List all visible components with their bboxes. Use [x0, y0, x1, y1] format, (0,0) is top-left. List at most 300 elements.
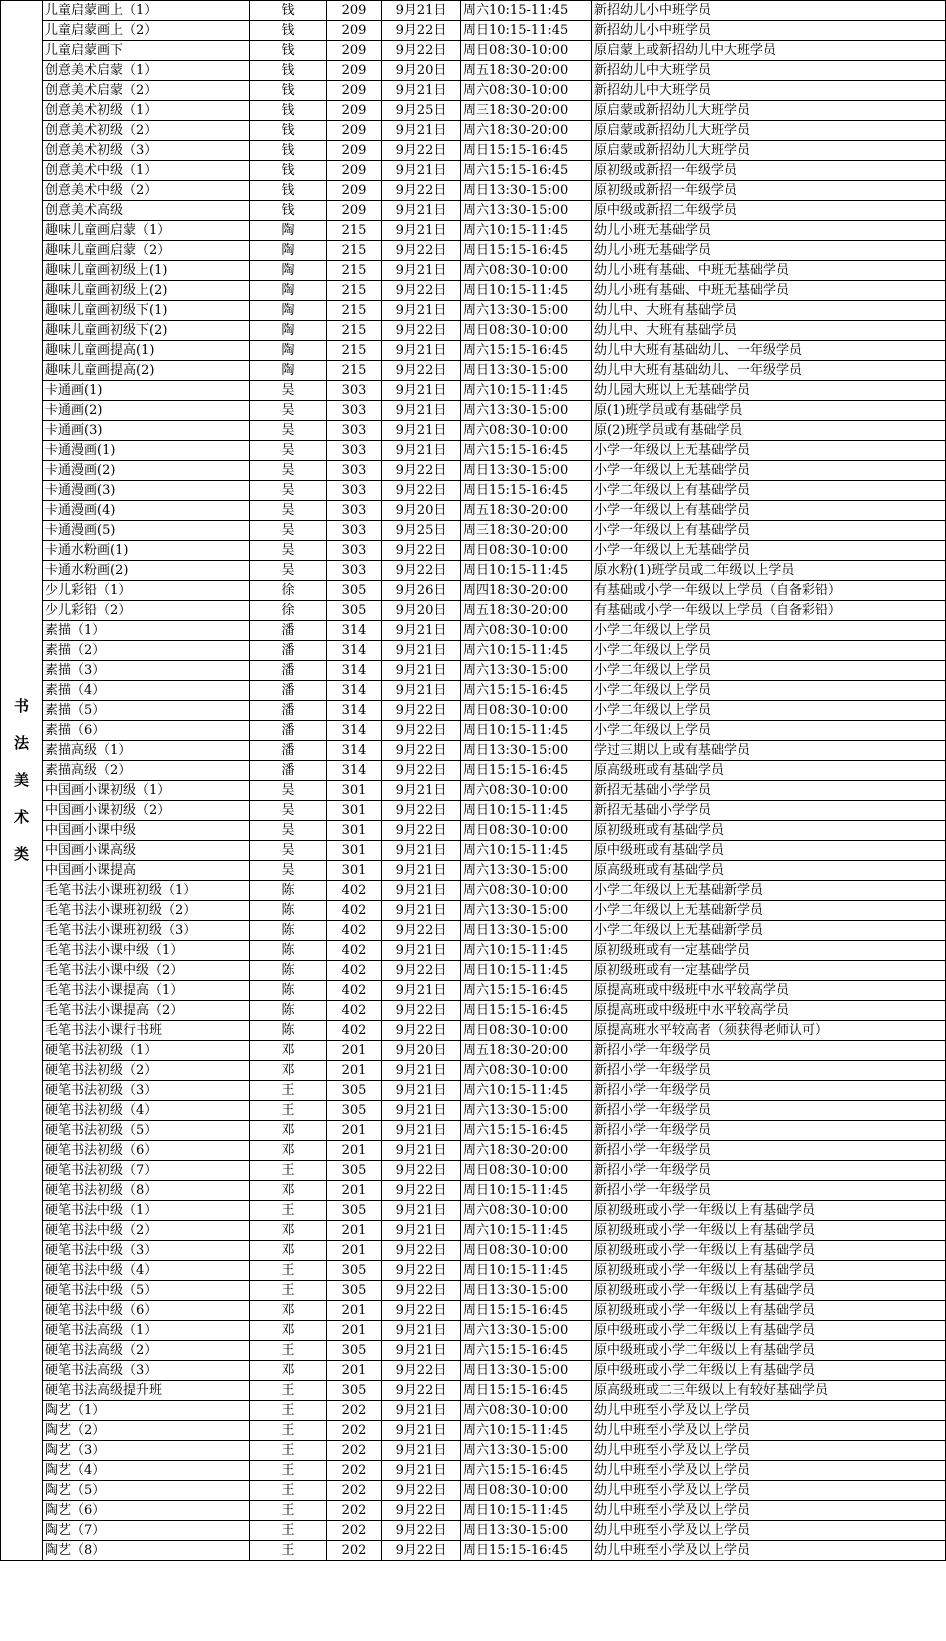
teacher-cell: 吴: [250, 841, 327, 861]
room-cell: 201: [327, 1361, 382, 1381]
table-row: [1, 1341, 946, 1361]
start-date-cell: 9月22日: [382, 1241, 461, 1261]
time-slot-cell: 周六15:15-16:45: [461, 1461, 592, 1481]
table-row: [1, 1321, 946, 1341]
teacher-cell: 邓: [250, 1141, 327, 1161]
start-date-cell: 9月25日: [382, 101, 461, 121]
teacher-cell: 邓: [250, 1321, 327, 1341]
room-cell: 209: [327, 101, 382, 121]
start-date-cell: 9月22日: [382, 561, 461, 581]
course-name-cell: 硬笔书法中级（3）: [43, 1241, 250, 1261]
table-row: [1, 601, 946, 621]
course-name-cell: 毛笔书法小课班初级（3）: [43, 921, 250, 941]
start-date-cell: 9月21日: [382, 261, 461, 281]
course-name-cell: 卡通漫画(4): [43, 501, 250, 521]
table-row: [1, 281, 946, 301]
enrollment-note-cell: 小学二年级以上学员: [592, 661, 946, 681]
teacher-cell: 吴: [250, 401, 327, 421]
room-cell: 301: [327, 841, 382, 861]
time-slot-cell: 周六13:30-15:00: [461, 301, 592, 321]
time-slot-cell: 周六15:15-16:45: [461, 1341, 592, 1361]
course-name-cell: 卡通漫画(2): [43, 461, 250, 481]
room-cell: 303: [327, 381, 382, 401]
start-date-cell: 9月21日: [382, 201, 461, 221]
teacher-cell: 陈: [250, 981, 327, 1001]
table-row: [1, 941, 946, 961]
teacher-cell: 潘: [250, 661, 327, 681]
time-slot-cell: 周五18:30-20:00: [461, 1041, 592, 1061]
enrollment-note-cell: 原初级班或有一定基础学员: [592, 941, 946, 961]
time-slot-cell: 周六10:15-11:45: [461, 381, 592, 401]
room-cell: 301: [327, 801, 382, 821]
time-slot-cell: 周六08:30-10:00: [461, 1061, 592, 1081]
table-row: [1, 161, 946, 181]
enrollment-note-cell: 幼儿中、大班有基础学员: [592, 301, 946, 321]
teacher-cell: 吴: [250, 821, 327, 841]
room-cell: 201: [327, 1321, 382, 1341]
table-row: [1, 41, 946, 61]
enrollment-note-cell: 幼儿中班至小学及以上学员: [592, 1421, 946, 1441]
time-slot-cell: 周六13:30-15:00: [461, 401, 592, 421]
table-row: [1, 421, 946, 441]
enrollment-note-cell: 幼儿中、大班有基础学员: [592, 321, 946, 341]
time-slot-cell: 周六15:15-16:45: [461, 681, 592, 701]
enrollment-note-cell: 小学二年级以上无基础新学员: [592, 921, 946, 941]
room-cell: 201: [327, 1041, 382, 1061]
start-date-cell: 9月22日: [382, 921, 461, 941]
start-date-cell: 9月22日: [382, 1521, 461, 1541]
start-date-cell: 9月21日: [382, 661, 461, 681]
time-slot-cell: 周三18:30-20:00: [461, 521, 592, 541]
room-cell: 402: [327, 961, 382, 981]
table-row: [1, 1041, 946, 1061]
course-name-cell: 中国画小课初级（1）: [43, 781, 250, 801]
table-row: [1, 321, 946, 341]
course-name-cell: 硬笔书法初级（3）: [43, 1081, 250, 1101]
teacher-cell: 潘: [250, 721, 327, 741]
teacher-cell: 陈: [250, 941, 327, 961]
enrollment-note-cell: 幼儿中班至小学及以上学员: [592, 1521, 946, 1541]
time-slot-cell: 周日13:30-15:00: [461, 1361, 592, 1381]
room-cell: 209: [327, 41, 382, 61]
start-date-cell: 9月21日: [382, 901, 461, 921]
start-date-cell: 9月22日: [382, 721, 461, 741]
time-slot-cell: 周日15:15-16:45: [461, 761, 592, 781]
time-slot-cell: 周六10:15-11:45: [461, 841, 592, 861]
table-row: [1, 741, 946, 761]
enrollment-note-cell: 原提高班水平较高者（须获得老师认可）: [592, 1021, 946, 1041]
table-row: [1, 361, 946, 381]
course-name-cell: 儿童启蒙画上（1）: [43, 1, 250, 21]
time-slot-cell: 周日08:30-10:00: [461, 1021, 592, 1041]
course-name-cell: 卡通漫画(1): [43, 441, 250, 461]
course-name-cell: 素描（3）: [43, 661, 250, 681]
enrollment-note-cell: 原初级或新招一年级学员: [592, 161, 946, 181]
course-name-cell: 创意美术启蒙（2）: [43, 81, 250, 101]
course-name-cell: 创意美术启蒙（1）: [43, 61, 250, 81]
time-slot-cell: 周六08:30-10:00: [461, 881, 592, 901]
teacher-cell: 王: [250, 1381, 327, 1401]
course-name-cell: 卡通水粉画(1): [43, 541, 250, 561]
room-cell: 305: [327, 1201, 382, 1221]
course-name-cell: 陶艺（2）: [43, 1421, 250, 1441]
start-date-cell: 9月21日: [382, 1061, 461, 1081]
start-date-cell: 9月22日: [382, 1501, 461, 1521]
teacher-cell: 陶: [250, 341, 327, 361]
teacher-cell: 钱: [250, 161, 327, 181]
table-row: [1, 141, 946, 161]
enrollment-note-cell: 小学一年级以上无基础学员: [592, 461, 946, 481]
course-name-cell: 少儿彩铅（1）: [43, 581, 250, 601]
start-date-cell: 9月21日: [382, 221, 461, 241]
time-slot-cell: 周六15:15-16:45: [461, 1121, 592, 1141]
time-slot-cell: 周日13:30-15:00: [461, 1281, 592, 1301]
room-cell: 305: [327, 1081, 382, 1101]
table-body: [1, 1, 946, 1561]
room-cell: 201: [327, 1181, 382, 1201]
teacher-cell: 吴: [250, 541, 327, 561]
table-row: [1, 1181, 946, 1201]
table-row: [1, 401, 946, 421]
room-cell: 215: [327, 221, 382, 241]
teacher-cell: 潘: [250, 641, 327, 661]
room-cell: 209: [327, 181, 382, 201]
time-slot-cell: 周五18:30-20:00: [461, 601, 592, 621]
table-row: [1, 121, 946, 141]
enrollment-note-cell: 原水粉(1)班学员或二年级以上学员: [592, 561, 946, 581]
table-row: [1, 681, 946, 701]
table-row: [1, 641, 946, 661]
table-row: [1, 1221, 946, 1241]
teacher-cell: 王: [250, 1341, 327, 1361]
teacher-cell: 吴: [250, 381, 327, 401]
teacher-cell: 陈: [250, 1001, 327, 1021]
course-name-cell: 毛笔书法小课中级（2）: [43, 961, 250, 981]
time-slot-cell: 周六13:30-15:00: [461, 901, 592, 921]
enrollment-note-cell: 新招小学一年级学员: [592, 1061, 946, 1081]
table-row: [1, 1061, 946, 1081]
time-slot-cell: 周六15:15-16:45: [461, 341, 592, 361]
table-row: [1, 261, 946, 281]
enrollment-note-cell: 原初级班或小学一年级以上有基础学员: [592, 1281, 946, 1301]
room-cell: 305: [327, 1161, 382, 1181]
enrollment-note-cell: 原初级或新招一年级学员: [592, 181, 946, 201]
course-name-cell: 硬笔书法初级（2）: [43, 1061, 250, 1081]
enrollment-note-cell: 小学一年级以上有基础学员: [592, 521, 946, 541]
table-row: [1, 1241, 946, 1261]
start-date-cell: 9月21日: [382, 861, 461, 881]
time-slot-cell: 周日08:30-10:00: [461, 541, 592, 561]
start-date-cell: 9月21日: [382, 981, 461, 1001]
course-name-cell: 硬笔书法中级（6）: [43, 1301, 250, 1321]
enrollment-note-cell: 幼儿中班至小学及以上学员: [592, 1481, 946, 1501]
course-name-cell: 创意美术初级（2）: [43, 121, 250, 141]
course-name-cell: 毛笔书法小课中级（1）: [43, 941, 250, 961]
enrollment-note-cell: 原(1)班学员或有基础学员: [592, 401, 946, 421]
table-row: [1, 461, 946, 481]
course-name-cell: 毛笔书法小课班初级（1）: [43, 881, 250, 901]
room-cell: 215: [327, 261, 382, 281]
enrollment-note-cell: 小学一年级以上无基础学员: [592, 541, 946, 561]
category-label: [1, 1, 43, 1561]
start-date-cell: 9月21日: [382, 641, 461, 661]
teacher-cell: 王: [250, 1441, 327, 1461]
enrollment-note-cell: 新招小学一年级学员: [592, 1121, 946, 1141]
teacher-cell: 潘: [250, 761, 327, 781]
enrollment-note-cell: 小学二年级以上无基础新学员: [592, 881, 946, 901]
teacher-cell: 徐: [250, 601, 327, 621]
start-date-cell: 9月22日: [382, 1161, 461, 1181]
teacher-cell: 吴: [250, 461, 327, 481]
course-name-cell: 趣味儿童画初级下(1): [43, 301, 250, 321]
time-slot-cell: 周六15:15-16:45: [461, 441, 592, 461]
table-row: [1, 1381, 946, 1401]
enrollment-note-cell: 有基础或小学一年级以上学员（自备彩铅）: [592, 581, 946, 601]
course-name-cell: 卡通漫画(3): [43, 481, 250, 501]
room-cell: 314: [327, 761, 382, 781]
teacher-cell: 王: [250, 1521, 327, 1541]
start-date-cell: 9月22日: [382, 701, 461, 721]
table-row: [1, 861, 946, 881]
teacher-cell: 吴: [250, 521, 327, 541]
room-cell: 314: [327, 741, 382, 761]
room-cell: 301: [327, 861, 382, 881]
course-name-cell: 硬笔书法中级（4）: [43, 1261, 250, 1281]
teacher-cell: 陈: [250, 881, 327, 901]
time-slot-cell: 周六08:30-10:00: [461, 1201, 592, 1221]
start-date-cell: 9月21日: [382, 381, 461, 401]
time-slot-cell: 周日13:30-15:00: [461, 181, 592, 201]
table-row: [1, 1161, 946, 1181]
enrollment-note-cell: 小学二年级以上学员: [592, 721, 946, 741]
teacher-cell: 陶: [250, 281, 327, 301]
enrollment-note-cell: 原初级班或小学一年级以上有基础学员: [592, 1221, 946, 1241]
teacher-cell: 钱: [250, 181, 327, 201]
teacher-cell: 陶: [250, 321, 327, 341]
teacher-cell: 王: [250, 1401, 327, 1421]
start-date-cell: 9月22日: [382, 361, 461, 381]
room-cell: 215: [327, 341, 382, 361]
teacher-cell: 陈: [250, 961, 327, 981]
time-slot-cell: 周六13:30-15:00: [461, 861, 592, 881]
teacher-cell: 钱: [250, 201, 327, 221]
room-cell: 201: [327, 1221, 382, 1241]
course-name-cell: 素描（5）: [43, 701, 250, 721]
category-char: 法: [13, 734, 29, 752]
room-cell: 201: [327, 1141, 382, 1161]
enrollment-note-cell: 幼儿小班有基础、中班无基础学员: [592, 281, 946, 301]
table-row: [1, 1481, 946, 1501]
teacher-cell: 陶: [250, 261, 327, 281]
table-row: [1, 21, 946, 41]
room-cell: 305: [327, 581, 382, 601]
start-date-cell: 9月21日: [382, 1221, 461, 1241]
course-name-cell: 素描（6）: [43, 721, 250, 741]
enrollment-note-cell: 幼儿小班无基础学员: [592, 241, 946, 261]
room-cell: 301: [327, 781, 382, 801]
course-name-cell: 儿童启蒙画下: [43, 41, 250, 61]
start-date-cell: 9月26日: [382, 581, 461, 601]
start-date-cell: 9月22日: [382, 181, 461, 201]
enrollment-note-cell: 小学二年级以上无基础新学员: [592, 901, 946, 921]
start-date-cell: 9月20日: [382, 61, 461, 81]
enrollment-note-cell: 原初级班或小学一年级以上有基础学员: [592, 1301, 946, 1321]
teacher-cell: 王: [250, 1201, 327, 1221]
table-row: [1, 1421, 946, 1441]
start-date-cell: 9月21日: [382, 841, 461, 861]
start-date-cell: 9月22日: [382, 821, 461, 841]
enrollment-note-cell: 原高级班或有基础学员: [592, 761, 946, 781]
room-cell: 303: [327, 401, 382, 421]
course-name-cell: 创意美术中级（2）: [43, 181, 250, 201]
start-date-cell: 9月21日: [382, 1341, 461, 1361]
table-row: [1, 1461, 946, 1481]
table-row: [1, 821, 946, 841]
course-name-cell: 硬笔书法初级（1）: [43, 1041, 250, 1061]
time-slot-cell: 周日08:30-10:00: [461, 321, 592, 341]
course-name-cell: 趣味儿童画提高(1): [43, 341, 250, 361]
course-name-cell: 少儿彩铅（2）: [43, 601, 250, 621]
teacher-cell: 陈: [250, 921, 327, 941]
teacher-cell: 邓: [250, 1181, 327, 1201]
course-name-cell: 陶艺（8）: [43, 1541, 250, 1561]
teacher-cell: 钱: [250, 141, 327, 161]
room-cell: 305: [327, 1381, 382, 1401]
enrollment-note-cell: 原(2)班学员或有基础学员: [592, 421, 946, 441]
time-slot-cell: 周日08:30-10:00: [461, 701, 592, 721]
time-slot-cell: 周日13:30-15:00: [461, 1521, 592, 1541]
course-name-cell: 硬笔书法高级提升班: [43, 1381, 250, 1401]
start-date-cell: 9月22日: [382, 761, 461, 781]
start-date-cell: 9月22日: [382, 321, 461, 341]
course-name-cell: 卡通画(1): [43, 381, 250, 401]
enrollment-note-cell: 原高级班或二三年级以上有较好基础学员: [592, 1381, 946, 1401]
start-date-cell: 9月21日: [382, 301, 461, 321]
table-row: [1, 761, 946, 781]
enrollment-note-cell: 学过三期以上或有基础学员: [592, 741, 946, 761]
enrollment-note-cell: 新招幼儿小中班学员: [592, 21, 946, 41]
room-cell: 305: [327, 1101, 382, 1121]
room-cell: 201: [327, 1241, 382, 1261]
teacher-cell: 潘: [250, 681, 327, 701]
teacher-cell: 陶: [250, 241, 327, 261]
room-cell: 209: [327, 21, 382, 41]
time-slot-cell: 周日08:30-10:00: [461, 1241, 592, 1261]
teacher-cell: 吴: [250, 421, 327, 441]
enrollment-note-cell: 有基础或小学一年级以上学员（自备彩铅）: [592, 601, 946, 621]
room-cell: 201: [327, 1061, 382, 1081]
teacher-cell: 陶: [250, 361, 327, 381]
start-date-cell: 9月21日: [382, 81, 461, 101]
course-name-cell: 趣味儿童画初级上(2): [43, 281, 250, 301]
table-row: [1, 221, 946, 241]
enrollment-note-cell: 幼儿小班无基础学员: [592, 221, 946, 241]
time-slot-cell: 周日10:15-11:45: [461, 21, 592, 41]
course-name-cell: 毛笔书法小课提高（1）: [43, 981, 250, 1001]
enrollment-note-cell: 原启蒙或新招幼儿大班学员: [592, 121, 946, 141]
start-date-cell: 9月21日: [382, 1, 461, 21]
table-row: [1, 1261, 946, 1281]
time-slot-cell: 周日10:15-11:45: [461, 561, 592, 581]
time-slot-cell: 周六08:30-10:00: [461, 261, 592, 281]
teacher-cell: 钱: [250, 41, 327, 61]
course-name-cell: 素描（1）: [43, 621, 250, 641]
course-name-cell: 创意美术初级（1）: [43, 101, 250, 121]
table-row: [1, 1141, 946, 1161]
time-slot-cell: 周日10:15-11:45: [461, 721, 592, 741]
teacher-cell: 王: [250, 1461, 327, 1481]
enrollment-note-cell: 幼儿中班至小学及以上学员: [592, 1441, 946, 1461]
time-slot-cell: 周日13:30-15:00: [461, 461, 592, 481]
room-cell: 209: [327, 201, 382, 221]
enrollment-note-cell: 小学一年级以上有基础学员: [592, 501, 946, 521]
room-cell: 314: [327, 701, 382, 721]
time-slot-cell: 周四18:30-20:00: [461, 581, 592, 601]
teacher-cell: 吴: [250, 441, 327, 461]
time-slot-cell: 周日10:15-11:45: [461, 1501, 592, 1521]
enrollment-note-cell: 原中级班或小学二年级以上有基础学员: [592, 1321, 946, 1341]
enrollment-note-cell: 原中级或新招二年级学员: [592, 201, 946, 221]
table-row: [1, 181, 946, 201]
teacher-cell: 陶: [250, 221, 327, 241]
table-row: [1, 541, 946, 561]
teacher-cell: 王: [250, 1541, 327, 1561]
teacher-cell: 陈: [250, 901, 327, 921]
time-slot-cell: 周六13:30-15:00: [461, 1101, 592, 1121]
teacher-cell: 钱: [250, 121, 327, 141]
time-slot-cell: 周六10:15-11:45: [461, 1, 592, 21]
enrollment-note-cell: 原初级班或小学一年级以上有基础学员: [592, 1241, 946, 1261]
time-slot-cell: 周日15:15-16:45: [461, 481, 592, 501]
table-row: [1, 1101, 946, 1121]
time-slot-cell: 周六10:15-11:45: [461, 1221, 592, 1241]
room-cell: 305: [327, 1261, 382, 1281]
start-date-cell: 9月21日: [382, 1421, 461, 1441]
start-date-cell: 9月22日: [382, 1021, 461, 1041]
start-date-cell: 9月20日: [382, 601, 461, 621]
time-slot-cell: 周日13:30-15:00: [461, 741, 592, 761]
start-date-cell: 9月21日: [382, 681, 461, 701]
enrollment-note-cell: 幼儿中班至小学及以上学员: [592, 1541, 946, 1561]
teacher-cell: 邓: [250, 1121, 327, 1141]
time-slot-cell: 周日08:30-10:00: [461, 821, 592, 841]
enrollment-note-cell: 小学二年级以上学员: [592, 641, 946, 661]
course-name-cell: 陶艺（3）: [43, 1441, 250, 1461]
enrollment-note-cell: 新招小学一年级学员: [592, 1101, 946, 1121]
start-date-cell: 9月22日: [382, 1541, 461, 1561]
room-cell: 202: [327, 1481, 382, 1501]
course-name-cell: 毛笔书法小课班初级（2）: [43, 901, 250, 921]
enrollment-note-cell: 新招无基础小学学员: [592, 781, 946, 801]
start-date-cell: 9月22日: [382, 41, 461, 61]
start-date-cell: 9月22日: [382, 1261, 461, 1281]
start-date-cell: 9月21日: [382, 781, 461, 801]
time-slot-cell: 周六10:15-11:45: [461, 941, 592, 961]
table-row: [1, 581, 946, 601]
table-row: [1, 621, 946, 641]
time-slot-cell: 周日08:30-10:00: [461, 1481, 592, 1501]
time-slot-cell: 周六08:30-10:00: [461, 1401, 592, 1421]
time-slot-cell: 周日13:30-15:00: [461, 361, 592, 381]
start-date-cell: 9月22日: [382, 1001, 461, 1021]
room-cell: 303: [327, 501, 382, 521]
table-row: [1, 801, 946, 821]
time-slot-cell: 周日08:30-10:00: [461, 1161, 592, 1181]
course-name-cell: 硬笔书法中级（2）: [43, 1221, 250, 1241]
teacher-cell: 吴: [250, 801, 327, 821]
teacher-cell: 王: [250, 1261, 327, 1281]
table-row: [1, 1201, 946, 1221]
